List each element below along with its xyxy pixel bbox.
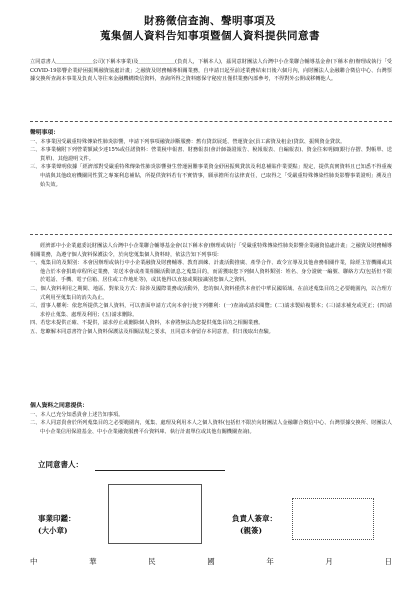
consent-provide-section: [30, 402, 392, 436]
owner-signature-label: 負責人簽章：: [232, 514, 277, 523]
owner-signature-sublabel: (親簽): [240, 526, 263, 535]
section-divider-1: [30, 121, 392, 122]
intro-paragraph-block: [30, 58, 392, 84]
privacy-notice-section: [30, 242, 392, 337]
date-day-label: 日: [384, 557, 392, 566]
declaration-item-3: 三、本事業聲明依據「經濟部對受嚴重特殊傳染性肺炎影響發生營運困難事業資金紓困振興貸款及利息補貼作業要點」規定，提供真實資料且已知悉不得重複申請與其他政府機關同性質之專案利息補貼，所提供資料若有不實情事，願承擔所有法律責任，已取得之「受嚴重特殊傳染性肺炎影響事業證明」溯及自始失效。: [30, 164, 392, 188]
form-title-line2: 蒐集個人資料告知事項暨個人資料提供同意書: [100, 30, 320, 42]
privacy-item-3: 三、當事人權利：依您所提供之個人資料，可以書面申請方式向本會行使下列權利：(一)查詢或請求閱覽；(二)請求製給複製本；(三)請求補充或更正；(四)請求停止蒐集、處理及利用；(五)請求刪除。: [30, 303, 392, 318]
privacy-item-4: 四、若您未提供正確、不提供，請求停止或刪除個人資料，本會將無法為您提供蒐集目的之相關業務。: [30, 320, 264, 327]
date-char-4: 國: [207, 557, 215, 566]
date-year-label: 年: [266, 557, 274, 566]
consent-provide-heading: 個人資料之同意提供：: [30, 403, 88, 409]
privacy-intro: 經濟部中小企業處委託財團法人台灣中小企業聯合輔導基金會(以下稱本會)辦理或執行「受嚴重特殊傳染性肺炎影響企業融資協處計畫」之融資及財務輔導相關業務，為遵守個人資料保護法令，於向您蒐集個人資料時，依法告知下列事項：: [30, 243, 392, 258]
signer-label: 立同意書人：: [38, 460, 83, 469]
company-seal-box[interactable]: [108, 484, 202, 544]
declaration-item-1: 一、本事業因受嚴重特殊傳染性肺炎影響，申請下列事項融資診斷服務：舊有貸款展延、營運資金(員工薪資及租金)貸款、振興資金貸款。: [30, 138, 346, 145]
date-month-label: 月: [325, 557, 333, 566]
date-char-3: 民: [148, 557, 156, 566]
date-char-2: 華: [89, 557, 97, 566]
consent-provide-item-2: 二、本人同意貴會於所列蒐集目的之必要範圍內，蒐集、處理及利用本人之個人資料(包括但不限於向財團法人金融聯合徵信中心、台灣票據交換所、財團法人中小企業信用保證基金、中小企業融資服務平台資料庫、執行計畫單位或其他有關機關查詢)。: [30, 420, 392, 435]
intro-paragraph: 立同意書人＿＿＿＿＿＿＿公司(下稱本事業)及＿＿＿＿＿＿＿(負責人，下稱本人)，茲同意財團法人台灣中小企業聯合輔導基金會(下稱本會)辦理或執行「受COVID-19影響企業紓困振興融資協處計畫」之融資及財務輔導相關業務，自申請日起至前述業務結束日後六個月內，向財團法人金融聯合徵信中心、台灣票據交換所查詢本事業及負責人等往來金融機構徵信資料，查詢所得之資料應保守秘密且僅供業務內部參考，不得對外公開或移轉他人。: [30, 59, 392, 83]
company-seal-label: 事業印鑑：: [38, 514, 76, 523]
date-char-1: 中: [30, 557, 38, 566]
form-title-line1: 財務徵信查詢、聲明事項及: [144, 15, 276, 27]
privacy-item-5: 五、您瞭解本同意書符合個人資料保護法及相關法規之要求，且同意本會留存本同意書，供日後取出查驗。: [30, 328, 274, 335]
declaration-heading: 聲明事項：: [30, 130, 59, 136]
consent-provide-item-1: 一、本人已充分知悉貴會上述告知事項。: [30, 411, 124, 418]
company-seal-sublabel: (大小章): [38, 526, 68, 535]
date-row: [30, 556, 392, 567]
owner-signature-field[interactable]: [292, 498, 374, 540]
section-divider-2: [30, 234, 392, 235]
signer-name-field[interactable]: [95, 470, 225, 471]
declaration-section: [30, 129, 392, 189]
privacy-item-1: 一、蒐集目的及類別：本會因辦理或執行中小企業融資及財務輔導、教育訓練、計畫活動推廣、產學合作、政令宣導及其他會務相關作業，除經主管機關或其他合於本會捐助章程所定業務，寄送本會或產業相關活動訊息之蒐集目的，而需獲取您下列個人資料類別：姓名、身分證統一編號、聯絡方式(包括但不限於電話、手機、電子信箱、居住或工作地址等)，或其他得以直接或間接識別您個人之資料。: [30, 260, 392, 284]
privacy-item-2: 二、個人資料利用之期間、地區、對象及方式：除涉及國際業務或活動外，您的個人資料僅供本會於中華民國領域、在前述蒐集目的之必要範圍內，以合理方式利用至蒐集目的消失為止。: [30, 285, 392, 301]
declaration-item-2: 二、本事業檢附下列營業額減少達15%或任諾資料：營業稅申報書、財務報表(會計師簽證報告、稅報報表、自編報表)、資金往來明細(銀行存摺、對帳單、送貨單)、其他證明文件。: [30, 147, 392, 162]
